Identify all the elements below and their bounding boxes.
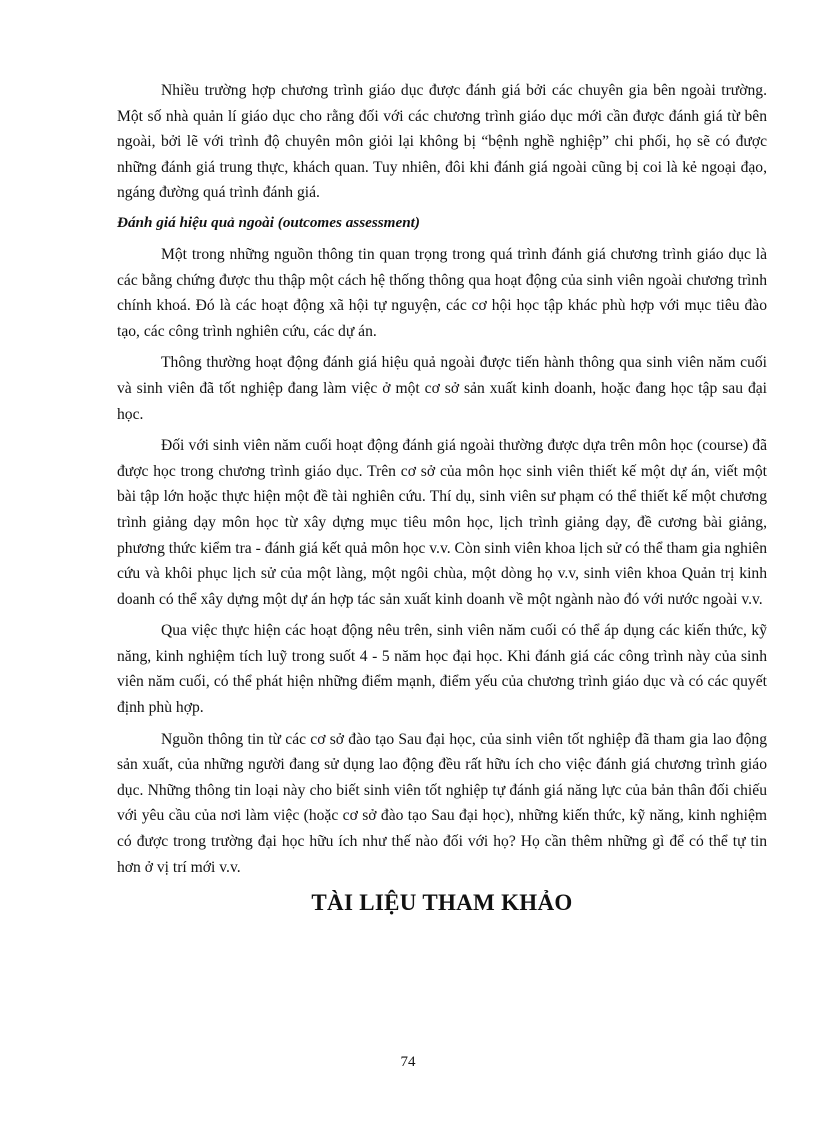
paragraph-final-year-projects: Đối với sinh viên năm cuối hoạt động đánh giá ngoài thường được dựa trên môn học (course) đã được học trong chương trình giáo dục. Trên cơ sở của môn học sinh viên thiết kế một dự án, viết một bài tập lớn hoặc thực hiện một đề tài nghiên cứu. Thí dụ, sinh viên sư phạm có thể thiết kế một chương trình giảng dạy môn học từ xây dựng mục tiêu môn học, lịch trình giảng dạy, đề cương bài giảng, phương thức kiểm tra - đánh giá kết quả môn học v.v. Còn sinh viên khoa lịch sử có thể tham gia nghiên cứu và khôi phục lịch sử của một làng, một ngôi chùa, một dòng họ v.v, sinh viên khoa Quản trị kinh doanh có thể xây dựng một dự án hợp tác sản xuất kinh doanh về một ngành nào đó với nước ngoài v.v. [117,437,767,608]
paragraph-external-experts: Nhiều trường hợp chương trình giáo dục được đánh giá bởi các chuyên gia bên ngoài trường. Một số nhà quản lí giáo dục cho rằng đối với các chương trình giáo dục mới cần được đánh giá từ bên ngoài, bởi lẽ với trình độ chuyên môn giỏi lại không bị “bệnh nghề nghiệp” chi phối, họ sẽ có được những đánh giá trung thực, khách quan. Tuy nhiên, đôi khi đánh giá ngoài cũng bị coi là kẻ ngoại đạo, ngáng đường quá trình đánh giá. [117,82,767,202]
paragraph-final-year-graduates: Thông thường hoạt động đánh giá hiệu quả ngoài được tiến hành thông qua sinh viên năm cuối và sinh viên đã tốt nghiệp đang làm việc ở một cơ sở sản xuất kinh doanh, hoặc đang học tập sau đại học. [117,354,767,423]
references-title: TÀI LIỆU THAM KHẢO [311,890,573,916]
paragraph-applying-knowledge: Qua việc thực hiện các hoạt động nêu trên, sinh viên năm cuối có thể áp dụng các kiến thức, kỹ năng, kinh nghiệm tích luỹ trong suốt 4 - 5 năm học đại học. Khi đánh giá các công trình này của sinh viên năm cuối, có thể phát hiện những điểm mạnh, điểm yếu của chương trình giáo dục và có các quyết định phù hợp. [117,622,767,717]
section-heading-outcomes-assessment: Đánh giá hiệu quả ngoài (outcomes assessment) [117,213,420,231]
paragraph-postgraduate-information: Nguồn thông tin từ các cơ sở đào tạo Sau đại học, của sinh viên tốt nghiệp đã tham gia lao động sản xuất, của những người đang sử dụng lao động đều rất hữu ích cho việc đánh giá chương trình giáo dục. Những thông tin loại này cho biết sinh viên tốt nghiệp tự đánh giá năng lực của bản thân đối chiếu với yêu cầu của nơi làm việc (hoặc cơ sở đào tạo Sau đại học), những kiến thức, kỹ năng, kinh nghiệm có được trong trường đại học hữu ích như thế nào đối với họ? Họ cần thêm những gì để có thể tự tin hơn ở vị trí mới v.v. [117,730,767,876]
page-number: 74 [400,1054,416,1070]
body-text [117,78,767,920]
paragraph-evidence-sources: Một trong những nguồn thông tin quan trọng trong quá trình đánh giá chương trình giáo dục là các bằng chứng được thu thập một cách hệ thống thông qua hoạt động của sinh viên ngoài chương trình chính khoá. Đó là các hoạt động xã hội tự nguyện, các cơ hội học tập khác phù hợp với mục tiêu đào tạo, các công trình nghiên cứu, các dự án. [117,245,767,340]
